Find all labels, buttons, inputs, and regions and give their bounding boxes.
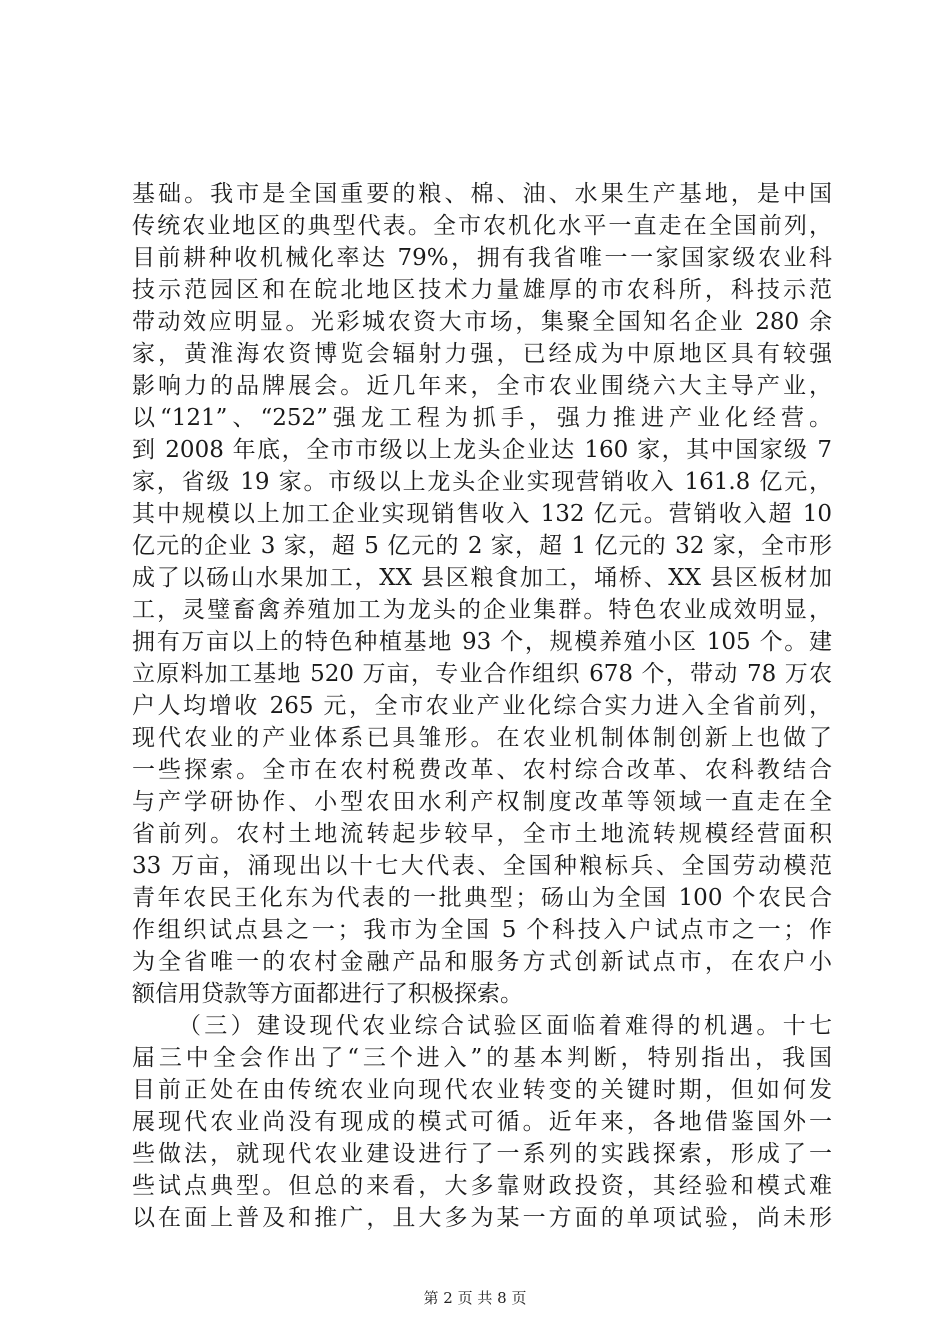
text-line: 家，黄淮海农资博览会辐射力强，已经成为中原地区具有较强 [132,341,832,367]
text-line: 立原料加工基地 520 万亩，专业合作组织 678 个，带动 78 万农 [132,661,832,687]
text-line: 户人均增收 265 元，全市农业产业化综合实力进入全省前列， [132,693,832,719]
text-line: 一些探索。全市在农村税费改革、农村综合改革、农科教结合 [132,757,832,783]
text-line: 亿元的企业 3 家，超 5 亿元的 2 家，超 1 亿元的 32 家，全市形 [132,533,832,559]
body-text [132,178,832,1234]
text-line: 青年农民王化东为代表的一批典型；砀山为全国 100 个农民合 [132,885,832,911]
paragraph-end-line: 额信用贷款等方面都进行了积极探索。 [132,981,523,1007]
text-line: 目前正处在由传统农业向现代农业转变的关键时期，但如何发 [132,1077,832,1103]
text-line: 工，灵璧畜禽养殖加工为龙头的企业集群。特色农业成效明显， [132,597,832,623]
text-line: 33 万亩，涌现出以十七大代表、全国种粮标兵、全国劳动模范 [132,853,832,879]
text-line: 以在面上普及和推广，且大多为某一方面的单项试验，尚未形 [132,1205,832,1231]
page-number-footer: 第 2 页 共 8 页 [423,1289,527,1307]
text-line: 些试点典型。但总的来看，大多靠财政投资，其经验和模式难 [132,1173,832,1199]
text-line: 拥有万亩以上的特色种植基地 93 个，规模养殖小区 105 个。建 [132,629,832,655]
text-line: 为全省唯一的农村金融产品和服务方式创新试点市，在农户小 [132,949,832,975]
text-line: 以“121”、“252”强龙工程为抓手，强力推进产业化经营。 [132,405,832,431]
text-line: 传统农业地区的典型代表。全市农机化水平一直走在全国前列， [132,213,832,239]
text-line: 家，省级 19 家。市级以上龙头企业实现营销收入 161.8 亿元， [132,469,832,495]
text-line: 与产学研协作、小型农田水利产权制度改革等领域一直走在全 [132,789,832,815]
text-line: 其中规模以上加工企业实现销售收入 132 亿元。营销收入超 10 [132,501,832,527]
text-line: 影响力的品牌展会。近几年来，全市农业围绕六大主导产业， [132,373,832,399]
text-line: 些做法，就现代农业建设进行了一系列的实践探索，形成了一 [132,1141,832,1167]
text-line: 现代农业的产业体系已具雏形。在农业机制体制创新上也做了 [132,725,832,751]
text-line: 省前列。农村土地流转起步较早，全市土地流转规模经营面积 [132,821,832,847]
text-line: 基础。我市是全国重要的粮、棉、油、水果生产基地，是中国 [132,181,832,207]
text-line: 到 2008 年底，全市市级以上龙头企业达 160 家，其中国家级 7 [132,437,832,463]
text-line: 作组织试点县之一；我市为全国 5 个科技入户试点市之一；作 [132,917,832,943]
text-line: 目前耕种收机械化率达 79%，拥有我省唯一一家国家级农业科 [132,245,832,271]
section-heading-line: （三）建设现代农业综合试验区面临着难得的机遇。十七 [178,1013,832,1039]
text-line: 届三中全会作出了“三个进入”的基本判断，特别指出，我国 [132,1045,832,1071]
text-line: 带动效应明显。光彩城农资大市场，集聚全国知名企业 280 余 [132,309,832,335]
text-line: 成了以砀山水果加工，XX 县区粮食加工，埇桥、XX 县区板材加 [132,565,832,591]
text-line: 展现代农业尚没有现成的模式可循。近年来，各地借鉴国外一 [132,1109,832,1135]
text-line: 技示范园区和在皖北地区技术力量雄厚的市农科所，科技示范 [132,277,832,303]
